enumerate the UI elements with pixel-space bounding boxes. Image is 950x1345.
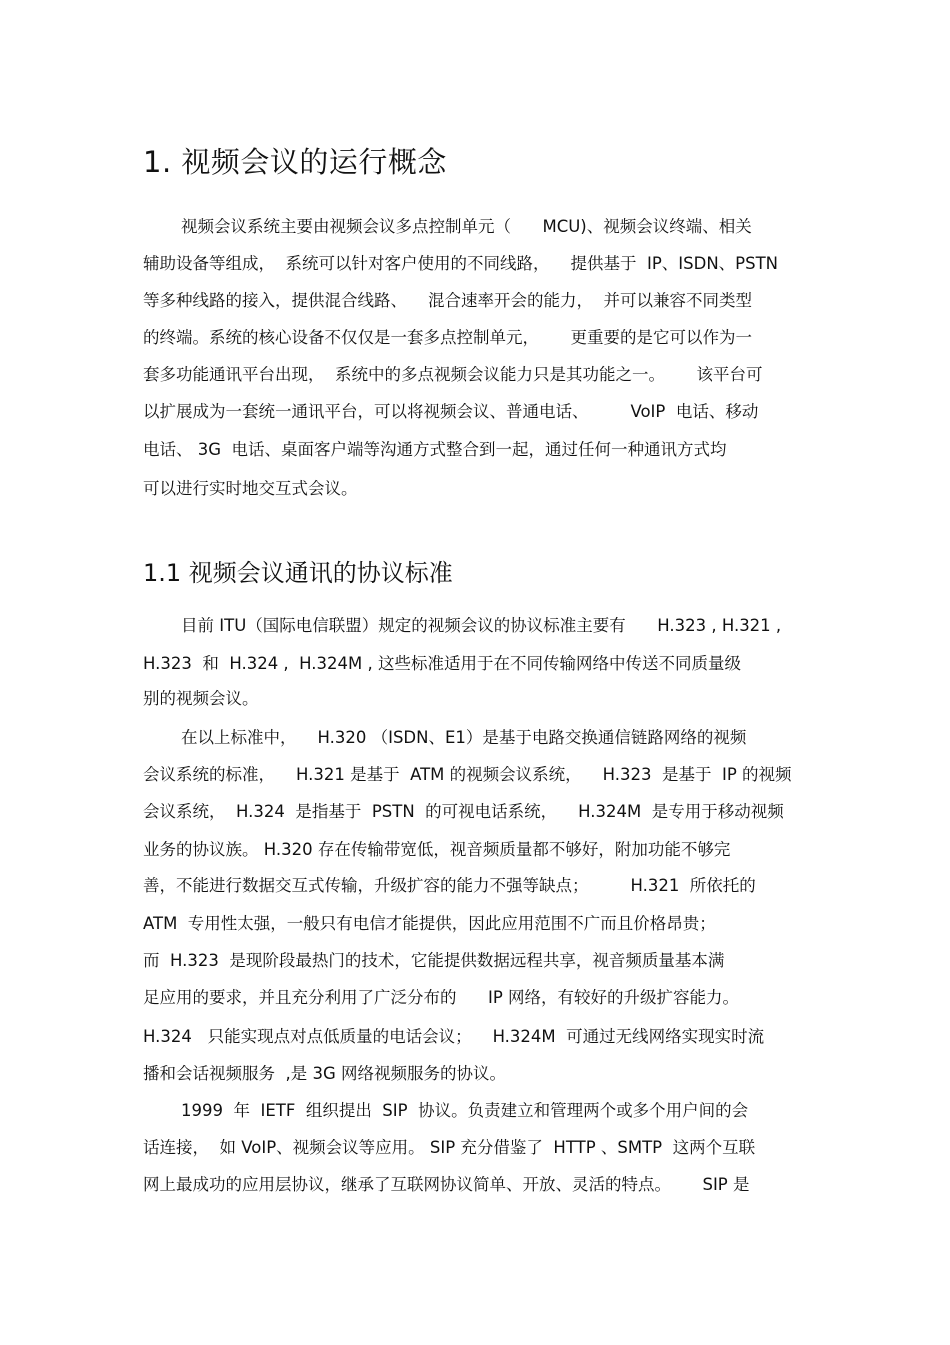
paragraph-line: 以扩展成为一套统一通讯平台，可以将视频会议、普通电话、 VoIP 电话、移动 (143, 402, 759, 421)
paragraph-line: 会议系统， H.324 是指基于 PSTN 的可视电话系统， H.324M 是专用于移动视频 (143, 802, 784, 821)
paragraph-line: 套多功能通讯平台出现， 系统中的多点视频会议能力只是其功能之一。 该平台可 (143, 365, 763, 384)
paragraph-line: 网上最成功的应用层协议，继承了互联网协议简单、开放、灵活的特点。 SIP 是 (143, 1175, 750, 1194)
paragraph-line: 业务的协议族。 H.320 存在传输带宽低，视音频质量都不够好，附加功能不够完 (143, 840, 731, 859)
paragraph-line: 目前 ITU（国际电信联盟）规定的视频会议的协议标准主要有 H.323 , H.321 , (181, 616, 782, 635)
paragraph-line: 善，不能进行数据交互式传输，升级扩容的能力不强等缺点； H.321 所依托的 (143, 876, 756, 895)
paragraph-line: 在以上标准中， H.320 （ISDN、E1）是基于电路交换通信链路网络的视频 (181, 728, 747, 747)
subsection-heading: 1.1 视频会议通讯的协议标准 (143, 559, 453, 587)
paragraph-line: H.323 和 H.324 , H.324M , 这些标准适用于在不同传输网络中传送不同质量级 (143, 654, 741, 673)
paragraph-line: 视频会议系统主要由视频会议多点控制单元（ MCU)、视频会议终端、相关 (181, 217, 752, 236)
paragraph-line: 而 H.323 是现阶段最热门的技术，它能提供数据远程共享，视音频质量基本满 (143, 951, 725, 970)
paragraph-line: 话连接， 如 VoIP、视频会议等应用。 SIP 充分借鉴了 HTTP 、SMTP 这两个互联 (143, 1138, 756, 1157)
paragraph-line: 等多种线路的接入，提供混合线路、 混合速率开会的能力， 并可以兼容不同类型 (143, 291, 752, 310)
paragraph-line: 别的视频会议。 (143, 689, 259, 708)
paragraph-line: 的终端。系统的核心设备不仅仅是一套多点控制单元， 更重要的是它可以作为一 (143, 328, 752, 347)
paragraph-line: 会议系统的标准， H.321 是基于 ATM 的视频会议系统， H.323 是基于 IP 的视频 (143, 765, 792, 784)
paragraph-line: 1999 年 IETF 组织提出 SIP 协议。负责建立和管理两个或多个用户间的会 (181, 1101, 749, 1120)
paragraph-line: 足应用的要求，并且充分利用了广泛分布的 IP 网络，有较好的升级扩容能力。 (143, 988, 740, 1007)
paragraph-line: 播和会话视频服务 ,是 3G 网络视频服务的协议。 (143, 1064, 507, 1083)
paragraph-line: ATM 专用性太强，一般只有电信才能提供，因此应用范围不广而且价格昂贵； (143, 914, 716, 933)
paragraph-line: H.324 只能实现点对点低质量的电话会议； H.324M 可通过无线网络实现实时流 (143, 1027, 765, 1046)
paragraph-line: 可以进行实时地交互式会议。 (143, 479, 358, 498)
paragraph-line: 电话、 3G 电话、桌面客户端等沟通方式整合到一起，通过任何一种通讯方式均 (143, 440, 727, 459)
section-heading: 1. 视频会议的运行概念 (143, 145, 447, 179)
paragraph-line: 辅助设备等组成， 系统可以针对客户使用的不同线路， 提供基于 IP、ISDN、PSTN (143, 254, 779, 273)
